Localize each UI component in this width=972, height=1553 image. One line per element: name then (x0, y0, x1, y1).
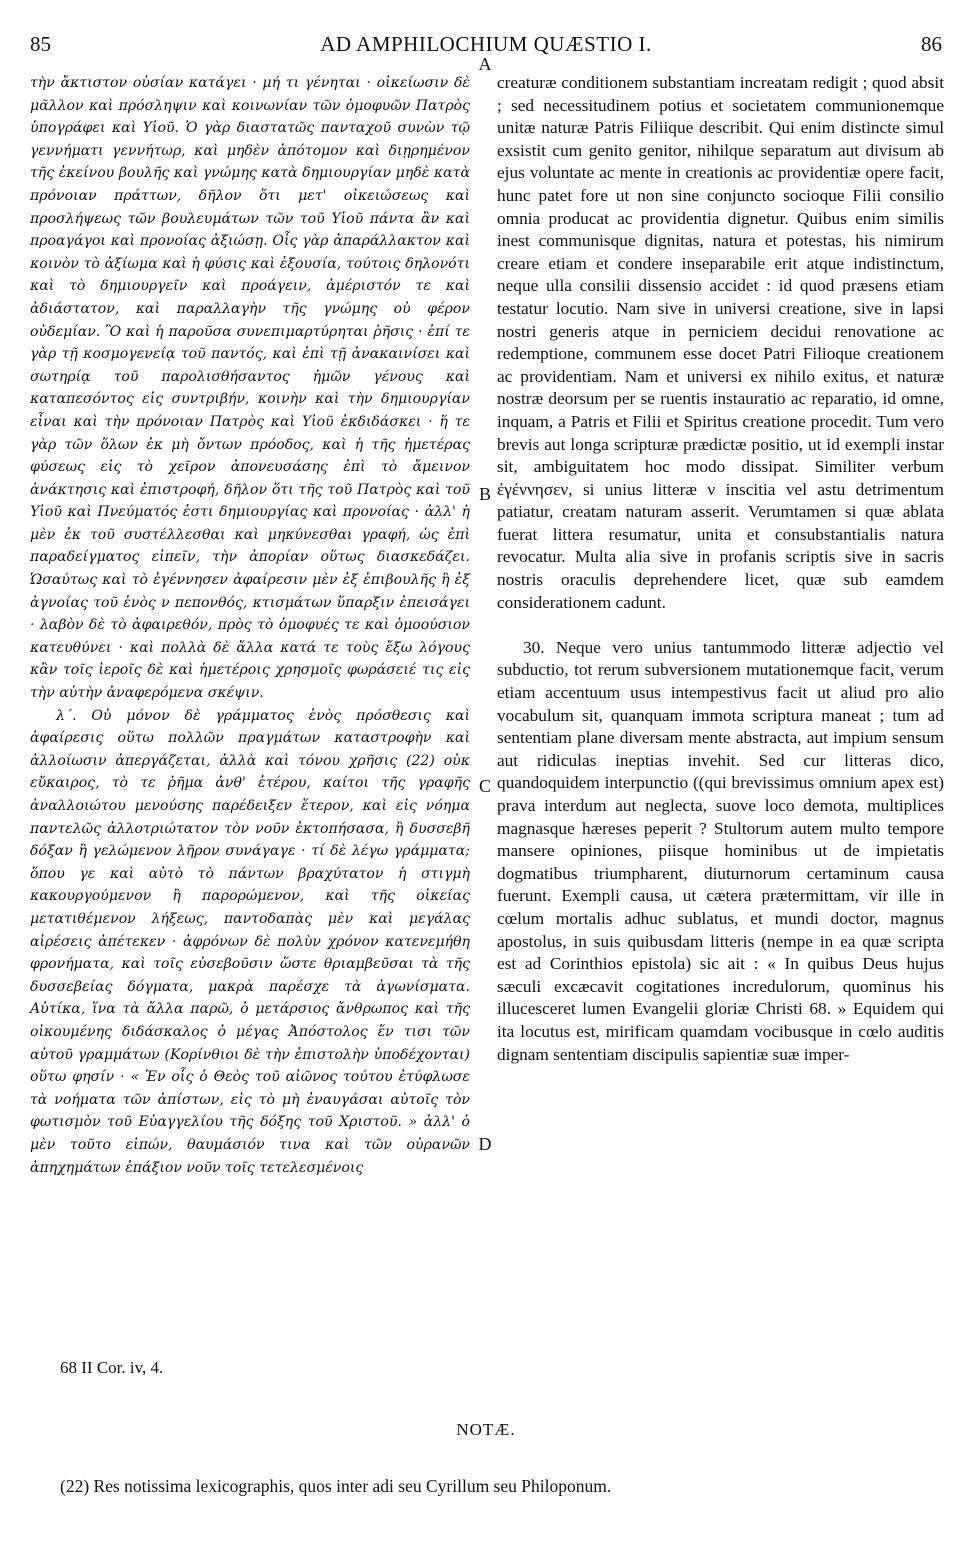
margin-letter-c: C (478, 776, 491, 796)
margin-letter-a: A (478, 54, 492, 74)
page-number-left: 85 (30, 32, 51, 56)
page-number-right: 86 (921, 32, 942, 56)
note-22: (22) Res notissima lexicographis, quos inter adi seu Cyrillum seu Philoponum. (60, 1476, 612, 1496)
greek-paragraph-2: λ΄. Οὐ μόνον δὲ γράμματος ἑνὸς πρόσθεσις καὶ ἀφαίρεσις οὕτω πολλῶν πραγμάτων καταστροφὴν καὶ ἀλλοίωσιν ἀπεργάζεται, ἀλλὰ καὶ τόνου χρῆσις (22) οὐκ εὔκαιρος, τὸ τε ῥῆμα ἀνθ' ἑτέρου, καίτοι τῆς γραφῆς ἀναλλοιώτου μενούσης παρέδειξεν ἕτερον, καὶ εἰς νόημα παντελῶς ἀλλοτριώτατον τὸν νοῦν ἐκτοπήσασα, ἢ δυσσεβῆ δόξαν ἢ γελώμενον λῆρον συνάγαγε · τί δὲ λέγω γράμματα; ὅπου γε καὶ αὐτὸ τὸ πάντων βραχύτατον ἡ στιγμὴ κακουργούμενον ἢ παρορώμενον, καὶ τῆς οἰκείας μετατιθέμενον λήξεως, παντοδαπὰς μὲν καὶ μεγάλας αἱρέσεις ἀπέτεκεν · ἀφρόνων δὲ πολὺν χρόνον κατενεμήθη φρονήματα, καὶ τοῖς εὐσεβοῦσιν ὥστε θριαμβεῦσαι τὰ τῆς δυσσεβείας δόγματα, μακρὰ παρέσχε τὰ ἀγωνίσματα. Αὐτίκα, ἵνα τὰ ἄλλα παρῶ, ὁ μετάρσιος ἄνθρωπος καὶ τῆς οἰκουμένης διδάσκαλος ὁ μέγας Ἀπόστολος ἔν τισι τῶν αὐτοῦ γραμμάτων (Κορίνθιοι δὲ τὴν ἐπιστολὴν ὑποδέχονται) οὕτω φησίν · « Ἐν οἷς ὁ Θεὸς τοῦ αἰῶνος τούτου ἐτύφλωσε τὰ νοήματα τῶν ἀπίστων, εἰς τὸ μὴ ἐναυγάσαι αὐτοῖς τὸν φωτισμὸν τοῦ Εὐαγγελίου τῆς δόξης τοῦ Χριστοῦ. » ἀλλ' ὁ μὲν τοῦτο εἰπών, θαυμάσιόν τινα καὶ τῶν οὐρανῶν ἀπηχημάτων ἐπάξιον νοῦν τοῖς τετελεσμένοις (30, 707, 470, 1176)
latin-column (497, 72, 944, 1066)
greek-paragraph-1: τὴν ἄκτιστον οὐσίαν κατάγει · μή τι γένηται · οἰκείωσιν δὲ μᾶλλον καὶ πρόσληψιν καὶ κοινωνίαν τῶν ὁμοφυῶν Πατρὸς ὑπογράφει καὶ Υἱοῦ. Ὁ γὰρ διαστατῶς πανταχοῦ συνὼν τῷ γεννήματι γεννήτωρ, καὶ μηδὲν ἀπότομον καὶ διῃρημένον τῆς ἐκείνου βουλῆς καὶ γνώμης κατὰ δημιουργίαν μηδὲ κατὰ πρόνοιαν πράττων, δῆλον ὅτι μετ' οἰκειώσεως καὶ προσλήψεως τῶν βουλευμάτων τῶν τοῦ Υἱοῦ πάντα ἂν καὶ προαγάγοι καὶ προνοίας ἀξιώσῃ. Οἷς γὰρ ἀπαράλλακτον καὶ κοινὸν τὸ ἀξίωμα καὶ ἡ φύσις καὶ ἐξουσία, τούτοις δηλονότι καὶ τὸ δημιουργεῖν καὶ προάγειν, ἀμέριστόν τε καὶ ἀδιάστατον, καὶ παραλλαγὴν τῆς γνώμης οὐ φέρον οὐδεμίαν. Ὃ καὶ ἡ παροῦσα συνεπιμαρτύρηται ῥῆσις · ἐπί τε γὰρ τῇ κοσμογενείᾳ τοῦ παντός, καὶ ἐπὶ τῇ ἀνακαινίσει καὶ σωτηρίᾳ τοῦ παρολισθήσαντος ἡμῶν γένους καὶ καταπεσόντος εἰς συντριβήν, κοινὴν καὶ τὴν δημιουργίαν εἶναι καὶ τὴν πρόνοιαν Πατρὸς καὶ Υἱοῦ ἐκδιδάσκει · ἥ τε γὰρ τῶν ὅλων ἐκ μὴ ὄντων πρόοδος, καὶ ἡ τῆς ἡμετέρας φύσεως εἰς τὸ χεῖρον ἀπονευσάσης ἐπὶ τὸ ἄμεινον ἀνάκτησις καὶ ἐπιστροφή, δῆλον ὅτι τῆς τοῦ Πατρὸς καὶ τοῦ Υἱοῦ καὶ Πνεύματός ἐστι δημιουργίας καὶ προνοίας · ἀλλ' ἡ μὲν ἐκ τοῦ συστέλλεσθαι καὶ μηκύνεσθαι γραφή, ὡς ἐπὶ παραδείγματος εἰπεῖν, τὴν ἀπορίαν οὕτως διασκεδάζει. Ὡσαύτως καὶ τὸ ἐγέννησεν ἀφαίρεσιν μὲν ἐξ ἐπιβουλῆς ἢ ἐξ ἀγνοίας τοῦ ἑνὸς ν πεπονθός, κτισμάτων ὕπαρξιν ἐπεισάγει · λαβὸν δὲ τὸ ἀφαιρεθόν, πρὸς τὸ ὁμοφυές τε καὶ ὁμοούσιον κατευθύνει · καὶ πολλὰ δὲ ἄλλα κατά τε τοὺς ἔξω λόγους κἂν τοῖς ἱεροῖς δὲ καὶ ἡμετέροις χρησμοῖς φωράσειέ τις εἰς τὴν αὐτὴν ἀναφερόμενα σκέψιν. (30, 75, 470, 702)
footnote: 68 II Cor. iv, 4. (60, 1358, 164, 1377)
notes-heading: NOTÆ. (456, 1420, 516, 1439)
latin-paragraph-1: creaturæ conditionem substantiam increatam redigit ; quod absit ; sed necessitudinem potius et societatem communionemque unitæ naturæ Patris Filiique describit. Qui enim distincte simul exsistit cum genito genitor, nihilque separatum aut divisum ab ejus voluntate ac mente in creationis ac providentiæ opere facit, hunc patet fore ut non sine conjuncto socioque Filii consilio omnia producat ac providentia dignetur. Quibus enim similis inest communisque dignitas, natura et potestas, his nimirum creare etiam et condere inseparabile erit atque indistinctum, neque ulla consilii dissensio accidet : id quod præsens etiam testatur locutio. Nam sive in universi creatione, sive in lapsi nostri generis atque in perniciem decidui renovatione ac redemptione, communem esse docet Patri Filioque creationem ac providentiam. Nam et universi ex nihilo exitus, et naturæ nostræ deorsum per se ruentis instauratio ac reparatio, id omne, inquam, a Patris et Filii et Spiritus creatione procedit. Tum vero brevis aut longa scripturæ prædictæ positio, ut id exempli instar sit, ambiguitatem hoc modo dissipat. Similiter verbum ἐγέννησεν, si unius litteræ ν inscitia vel astu detrimentum patiatur, creatam naturam asserit. Verumtamen si quæ ablata fuerat littera resumatur, unita et consubstantialis natura revocatur. Multa alia sive in profanis scriptis sive in sacris nostris oraculis deprehendere licet, quæ sub eamdem considerationem cadunt. (497, 73, 944, 612)
margin-letter-b: B (478, 484, 491, 504)
latin-paragraph-2: 30. Neque vero unius tantummodo litteræ adjectio vel subductio, tot rerum subversionem mutationemque facit, verum etiam accentuum usus intempestivus facit ut aliud pro alio vocabulum sit, quanquam immota scriptura maneat ; tum ad sententiam plane diversam mente abstracta, aut impium sensum aut ridiculas ineptias invehit. Sed cur litteras dico, quandoquidem interpunctio ((qui brevissimus omnium apex est) prava interdum aut neglecta, suove loco demota, multiplices magnasque hæreses peperit ? Stultorum autem multo tempore mansere opiniones, piisque hominibus ut de impietatis dogmatibus triumpharent, diuturnorum certaminum causa fuerunt. Exempli causa, ut cætera prætermittam, vir ille in cœlum mortalis adhuc sublatus, et mundi doctor, magnus apostolus, in suis quibusdam litteris (nempe in ea quæ scripta est ad Corinthios epistola) sic ait : « In quibus Deus hujus sæculi excæcavit cogitationes incredulorum, quominus his illucesceret lumen Evangelii gloriæ Christi 68. » Equidem qui ita locutus est, mirificam quamdam vocibusque in cœlo auditis dignam sententiam discipulis sapientiæ suæ imper- (497, 637, 944, 1064)
margin-letter-d: D (478, 1134, 492, 1154)
greek-column (30, 72, 470, 1179)
running-title: AD AMPHILOCHIUM QUÆSTIO I. (320, 32, 652, 56)
